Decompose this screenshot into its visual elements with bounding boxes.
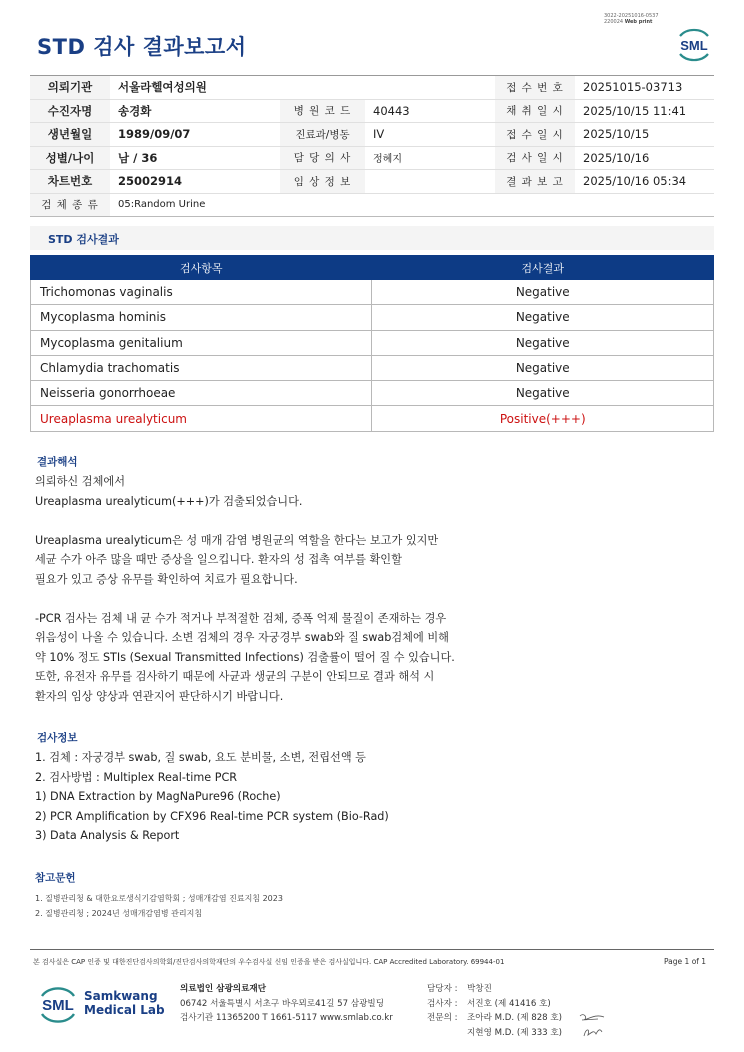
text-line: 또한, 유전자 유무를 검사하기 때문에 사균과 생균의 구분이 안되므로 결과 해석 시	[35, 670, 435, 683]
specimen-value: 05:Random Urine	[110, 193, 714, 217]
col-header-item: 검사항목	[31, 256, 372, 280]
signature-icon	[578, 1008, 608, 1040]
text-line: 1) DNA Extraction by MagNaPure96 (Roche)	[35, 790, 281, 803]
info-value: 20251015-03713	[575, 76, 714, 100]
table-row	[31, 355, 714, 380]
info-row	[30, 170, 714, 194]
text-line: 1. 검체 : 자궁경부 swab, 질 swab, 요도 분비물, 소변, 전립선액 등	[35, 751, 366, 764]
info-value: 25002914	[110, 170, 280, 194]
info-value: 서울라헬여성의원	[110, 76, 280, 100]
patient-info-table	[30, 75, 714, 217]
info-label: 검 사 일 시	[495, 146, 575, 170]
sml-logo-text: SML	[42, 997, 74, 1014]
staff-row: 검사자 : 서진호 (제 41416 호)	[427, 998, 551, 1009]
info-row	[30, 76, 714, 100]
text-line: Ureaplasma urealyticum(+++)가 검출되었습니다.	[35, 494, 303, 508]
info-row	[30, 123, 714, 147]
document-code	[604, 13, 659, 25]
test-result: Negative	[372, 381, 714, 406]
staff-list	[427, 982, 562, 1040]
interpretation-text	[35, 472, 455, 706]
text-line: -PCR 검사는 검체 내 균 수가 적거나 부적절한 검체, 증폭 억제 물질이 존재하는 경우	[35, 611, 447, 625]
results-section-title: STD 검사결과	[48, 233, 119, 246]
info-value: 2025/10/16	[575, 146, 714, 170]
info-label: 결 과 보 고	[495, 170, 575, 194]
table-row	[31, 280, 714, 305]
document-code-line1: 3022-20251016-0537	[604, 13, 659, 19]
test-item: Ureaplasma urealyticum	[31, 406, 372, 431]
text-line: 2. 검사방법 : Multiplex Real-time PCR	[35, 770, 238, 784]
test-info-text	[35, 748, 389, 846]
info-row	[30, 193, 714, 217]
info-row	[30, 146, 714, 170]
text-line: 세균 수가 아주 많을 때만 증상을 일으킵니다. 환자의 성 접촉 여부를 확인할	[35, 553, 402, 566]
footer-divider	[30, 949, 714, 950]
sml-logo-icon	[36, 984, 80, 1024]
info-row	[30, 99, 714, 123]
info-label: 생년월일	[30, 123, 110, 147]
page-number: Page 1 of 1	[664, 957, 707, 966]
test-item: Mycoplasma hominis	[31, 305, 372, 330]
info-label: 의뢰기관	[30, 76, 110, 100]
staff-row: 담당자 : 박창진	[427, 984, 492, 994]
info-value: 정혜지	[365, 146, 495, 170]
references-list	[35, 891, 283, 921]
info-label: 병 원 코 드	[280, 99, 365, 123]
test-item: Mycoplasma genitalium	[31, 330, 372, 355]
text-line: 3) Data Analysis & Report	[35, 829, 180, 842]
text-line: 약 10% 정도 STIs (Sexual Transmitted Infections) 검출률이 떨어 질 수 있습니다.	[35, 650, 455, 664]
test-info-heading: 검사정보	[37, 732, 78, 744]
text-line: 의뢰하신 검체에서	[35, 475, 126, 488]
info-value: IV	[365, 123, 495, 147]
info-label: 임 상 정 보	[280, 170, 365, 194]
info-value	[365, 170, 495, 194]
text-line: 위음성이 나올 수 있습니다. 소변 검체의 경우 자궁경부 swab와 질 swab검체에 비해	[35, 631, 449, 644]
text-line: 환자의 임상 양상과 연관지어 판단하시기 바랍니다.	[35, 689, 284, 703]
sml-logo-text: SML	[680, 38, 708, 53]
info-value: 송경화	[110, 99, 280, 123]
references-heading: 참고문헌	[35, 872, 76, 884]
test-result: Negative	[372, 355, 714, 380]
info-label: 접 수 번 호	[495, 76, 575, 100]
reference-item: 2. 질병관리청 ; 2024년 성매개감염병 관리지침	[35, 909, 203, 918]
sml-logo-icon	[672, 24, 716, 64]
staff-row: 지현영 M.D. (제 333 호)	[467, 1027, 563, 1038]
table-row	[31, 330, 714, 355]
info-label: 접 수 일 시	[495, 123, 575, 147]
info-value: 1989/09/07	[110, 123, 280, 147]
page-title: STD 검사 결과보고서	[37, 35, 247, 59]
test-item: Neisseria gonorrhoeae	[31, 381, 372, 406]
lab-info	[180, 982, 393, 1026]
info-label: 차트번호	[30, 170, 110, 194]
info-label: 채 취 일 시	[495, 99, 575, 123]
lab-contact: 검사기관 11365200 T 1661-5117 www.smlab.co.kr	[180, 1013, 393, 1023]
reference-item: 1. 질병관리청 & 대한요로생식기감염학회 ; 성매개감염 진료지침 2023	[35, 894, 283, 903]
info-label: 검 체 종 류	[30, 193, 110, 217]
info-empty	[280, 76, 365, 100]
info-value: 2025/10/15 11:41	[575, 99, 714, 123]
accreditation-note: 본 검사실은 CAP 인증 및 대한진단검사의학회/진단검사의학재단의 우수검사실 신임 인증을 받은 검사실입니다. CAP Accredited Laboratory. 69944-01	[33, 958, 505, 966]
info-label: 성별/나이	[30, 146, 110, 170]
table-row-positive	[31, 406, 714, 431]
test-result: Negative	[372, 305, 714, 330]
company-name: Samkwang Medical Lab	[84, 989, 165, 1017]
staff-row: 전문의 : 조아라 M.D. (제 828 호)	[427, 1013, 563, 1023]
interpretation-heading: 결과해석	[37, 456, 78, 468]
info-label: 수진자명	[30, 99, 110, 123]
text-line: 필요가 있고 증상 유무를 확인하여 치료가 필요합니다.	[35, 572, 298, 586]
test-item: Trichomonas vaginalis	[31, 280, 372, 305]
table-row	[31, 305, 714, 330]
results-header-row	[31, 256, 714, 280]
document-code-line2: 220024 Web print	[604, 19, 653, 25]
text-line: 2) PCR Amplification by CFX96 Real-time PCR system (Bio-Rad)	[35, 809, 389, 823]
col-header-result: 검사결과	[372, 256, 714, 280]
info-value: 2025/10/16 05:34	[575, 170, 714, 194]
info-label: 담 당 의 사	[280, 146, 365, 170]
test-item: Chlamydia trachomatis	[31, 355, 372, 380]
lab-address: 06742 서울특별시 서초구 바우뫼로41길 57 삼광빌딩	[180, 998, 384, 1009]
info-value: 40443	[365, 99, 495, 123]
results-section-bar	[30, 226, 714, 250]
table-row	[31, 381, 714, 406]
text-line: Ureaplasma urealyticum은 성 매개 감염 병원균의 역할을 한다는 보고가 있지만	[35, 533, 439, 547]
test-result: Positive(+++)	[372, 406, 714, 431]
test-result: Negative	[372, 330, 714, 355]
results-table	[30, 255, 714, 432]
info-empty	[365, 76, 495, 100]
info-value: 2025/10/15	[575, 123, 714, 147]
info-label: 진료과/병동	[280, 123, 365, 147]
lab-org: 의료법인 삼광의료재단	[180, 984, 267, 994]
test-result: Negative	[372, 280, 714, 305]
info-value: 남 / 36	[110, 146, 280, 170]
